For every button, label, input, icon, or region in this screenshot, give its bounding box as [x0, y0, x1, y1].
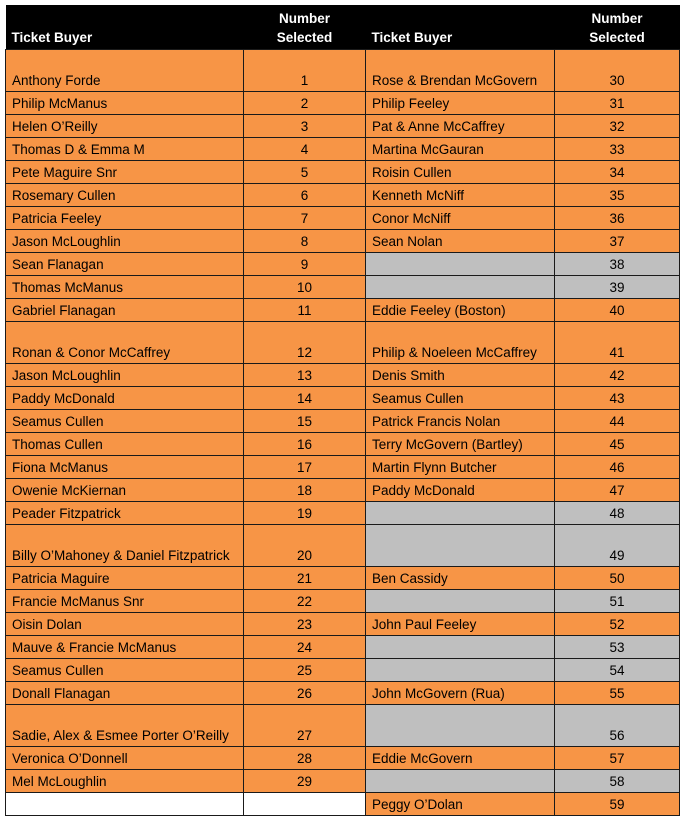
buyer-name-right: Denis Smith	[366, 364, 555, 387]
number-selected-right: 58	[555, 770, 680, 793]
table-row	[6, 567, 680, 590]
buyer-name-right	[366, 636, 555, 659]
buyer-name-left: Ronan & Conor McCaffrey	[6, 322, 244, 364]
number-selected-right: 34	[555, 161, 680, 184]
buyer-name-right: John Paul Feeley	[366, 613, 555, 636]
buyer-name-right: Patrick Francis Nolan	[366, 410, 555, 433]
table-row	[6, 276, 680, 299]
buyer-name-left: Seamus Cullen	[6, 659, 244, 682]
buyer-name-right	[366, 705, 555, 747]
header-number-selected-right	[555, 5, 680, 50]
buyer-name-left: Thomas D & Emma M	[6, 138, 244, 161]
number-selected-right: 43	[555, 387, 680, 410]
buyer-name-right: Martina McGauran	[366, 138, 555, 161]
buyer-name-right: Paddy McDonald	[366, 479, 555, 502]
number-selected-left: 1	[244, 50, 366, 92]
buyer-name-right: Martin Flynn Butcher	[366, 456, 555, 479]
buyer-name-right	[366, 590, 555, 613]
table-row	[6, 387, 680, 410]
buyer-name-left: Veronica O’Donnell	[6, 747, 244, 770]
number-selected-right: 38	[555, 253, 680, 276]
number-selected-left: 27	[244, 705, 366, 747]
number-selected-right: 47	[555, 479, 680, 502]
buyer-name-right: Peggy O’Dolan	[366, 793, 555, 816]
buyer-name-right	[366, 502, 555, 525]
buyer-name-right: Conor McNiff	[366, 207, 555, 230]
number-selected-right: 59	[555, 793, 680, 816]
number-selected-left: 9	[244, 253, 366, 276]
buyer-name-left: Patricia Maguire	[6, 567, 244, 590]
number-selected-left: 13	[244, 364, 366, 387]
buyer-name-left: Sadie, Alex & Esmee Porter O’Reilly	[6, 705, 244, 747]
number-selected-left: 2	[244, 92, 366, 115]
number-selected-left: 23	[244, 613, 366, 636]
number-selected-left: 14	[244, 387, 366, 410]
number-selected-left: 7	[244, 207, 366, 230]
buyer-name-right: Rose & Brendan McGovern	[366, 50, 555, 92]
number-selected-left: 4	[244, 138, 366, 161]
buyer-name-left: Pete Maguire Snr	[6, 161, 244, 184]
buyer-name-right: Kenneth McNiff	[366, 184, 555, 207]
buyer-name-right	[366, 276, 555, 299]
number-selected-left: 17	[244, 456, 366, 479]
number-selected-left	[244, 793, 366, 816]
buyer-name-left: Owenie McKiernan	[6, 479, 244, 502]
number-selected-right: 30	[555, 50, 680, 92]
buyer-name-left: Francie McManus Snr	[6, 590, 244, 613]
table-row	[6, 92, 680, 115]
number-selected-right: 39	[555, 276, 680, 299]
number-selected-right: 50	[555, 567, 680, 590]
number-selected-right: 45	[555, 433, 680, 456]
number-selected-right: 46	[555, 456, 680, 479]
buyer-name-left: Paddy McDonald	[6, 387, 244, 410]
number-selected-right: 51	[555, 590, 680, 613]
number-selected-left: 25	[244, 659, 366, 682]
table-row	[6, 410, 680, 433]
header-ticket-buyer-left: Ticket Buyer	[6, 5, 244, 50]
number-selected-left: 20	[244, 525, 366, 567]
buyer-name-left: Mauve & Francie McManus	[6, 636, 244, 659]
buyer-name-left	[6, 793, 244, 816]
buyer-name-right: Philip & Noeleen McCaffrey	[366, 322, 555, 364]
number-selected-right: 32	[555, 115, 680, 138]
table-row	[6, 161, 680, 184]
buyer-name-right: Seamus Cullen	[366, 387, 555, 410]
buyer-name-left: Thomas Cullen	[6, 433, 244, 456]
table-row	[6, 322, 680, 364]
number-selected-right: 44	[555, 410, 680, 433]
table-row	[6, 184, 680, 207]
table-row	[6, 793, 680, 816]
number-selected-right: 54	[555, 659, 680, 682]
number-selected-right: 41	[555, 322, 680, 364]
number-selected-right: 42	[555, 364, 680, 387]
buyer-name-right: Philip Feeley	[366, 92, 555, 115]
buyer-name-right: Sean Nolan	[366, 230, 555, 253]
table-row	[6, 502, 680, 525]
buyer-name-left: Patricia Feeley	[6, 207, 244, 230]
buyer-name-left: Rosemary Cullen	[6, 184, 244, 207]
buyer-name-right: John McGovern (Rua)	[366, 682, 555, 705]
number-selected-left: 18	[244, 479, 366, 502]
buyer-name-left: Thomas McManus	[6, 276, 244, 299]
buyer-name-left: Seamus Cullen	[6, 410, 244, 433]
number-selected-right: 40	[555, 299, 680, 322]
number-selected-left: 21	[244, 567, 366, 590]
number-selected-left: 28	[244, 747, 366, 770]
number-selected-right: 56	[555, 705, 680, 747]
number-selected-right: 52	[555, 613, 680, 636]
buyer-name-left: Billy O’Mahoney & Daniel Fitzpatrick	[6, 525, 244, 567]
number-selected-left: 26	[244, 682, 366, 705]
number-selected-right: 31	[555, 92, 680, 115]
table-row	[6, 230, 680, 253]
buyer-name-right: Pat & Anne McCaffrey	[366, 115, 555, 138]
buyer-name-right: Ben Cassidy	[366, 567, 555, 590]
buyer-name-right	[366, 525, 555, 567]
table-row	[6, 613, 680, 636]
header-ticket-buyer-right: Ticket Buyer	[366, 5, 555, 50]
buyer-name-left: Donall Flanagan	[6, 682, 244, 705]
table-row	[6, 456, 680, 479]
number-selected-left: 16	[244, 433, 366, 456]
buyer-name-right	[366, 659, 555, 682]
number-selected-right: 55	[555, 682, 680, 705]
buyer-name-left: Mel McLoughlin	[6, 770, 244, 793]
number-selected-left: 8	[244, 230, 366, 253]
buyer-name-right	[366, 253, 555, 276]
buyer-name-right: Eddie McGovern	[366, 747, 555, 770]
header-number-selected-left	[244, 5, 366, 50]
buyer-name-left: Sean Flanagan	[6, 253, 244, 276]
table-row	[6, 207, 680, 230]
buyer-name-left: Jason McLoughlin	[6, 230, 244, 253]
number-selected-left: 22	[244, 590, 366, 613]
table-row	[6, 705, 680, 747]
table-row	[6, 433, 680, 456]
buyer-name-right: Eddie Feeley (Boston)	[366, 299, 555, 322]
number-selected-right: 48	[555, 502, 680, 525]
number-selected-left: 3	[244, 115, 366, 138]
number-selected-right: 35	[555, 184, 680, 207]
table-row	[6, 659, 680, 682]
table-row	[6, 115, 680, 138]
number-selected-left: 5	[244, 161, 366, 184]
number-selected-right: 49	[555, 525, 680, 567]
buyer-name-right: Roisin Cullen	[366, 161, 555, 184]
number-selected-right: 33	[555, 138, 680, 161]
number-selected-left: 10	[244, 276, 366, 299]
table-row	[6, 479, 680, 502]
number-selected-left: 19	[244, 502, 366, 525]
table-row	[6, 138, 680, 161]
table-row	[6, 299, 680, 322]
buyer-name-left: Fiona McManus	[6, 456, 244, 479]
buyer-name-left: Anthony Forde	[6, 50, 244, 92]
number-selected-right: 37	[555, 230, 680, 253]
table-row	[6, 50, 680, 92]
number-selected-left: 29	[244, 770, 366, 793]
table-row	[6, 253, 680, 276]
header-number-selected-right-text: Number Selected	[589, 11, 645, 45]
table-row	[6, 364, 680, 387]
number-selected-left: 15	[244, 410, 366, 433]
number-selected-left: 24	[244, 636, 366, 659]
table-row	[6, 636, 680, 659]
table-row	[6, 770, 680, 793]
buyer-name-left: Peader Fitzpatrick	[6, 502, 244, 525]
table-row	[6, 590, 680, 613]
number-selected-left: 12	[244, 322, 366, 364]
buyer-name-left: Jason McLoughlin	[6, 364, 244, 387]
header-number-selected-left-text: Number Selected	[276, 11, 333, 45]
buyer-name-left: Philip McManus	[6, 92, 244, 115]
ticket-table	[5, 5, 680, 816]
table-row	[6, 525, 680, 567]
table-row	[6, 682, 680, 705]
buyer-name-right	[366, 770, 555, 793]
table-row	[6, 747, 680, 770]
number-selected-left: 6	[244, 184, 366, 207]
header-row	[6, 5, 680, 50]
number-selected-right: 53	[555, 636, 680, 659]
buyer-name-right: Terry McGovern (Bartley)	[366, 433, 555, 456]
number-selected-right: 36	[555, 207, 680, 230]
buyer-name-left: Gabriel Flanagan	[6, 299, 244, 322]
number-selected-left: 11	[244, 299, 366, 322]
buyer-name-left: Oisin Dolan	[6, 613, 244, 636]
buyer-name-left: Helen O’Reilly	[6, 115, 244, 138]
number-selected-right: 57	[555, 747, 680, 770]
